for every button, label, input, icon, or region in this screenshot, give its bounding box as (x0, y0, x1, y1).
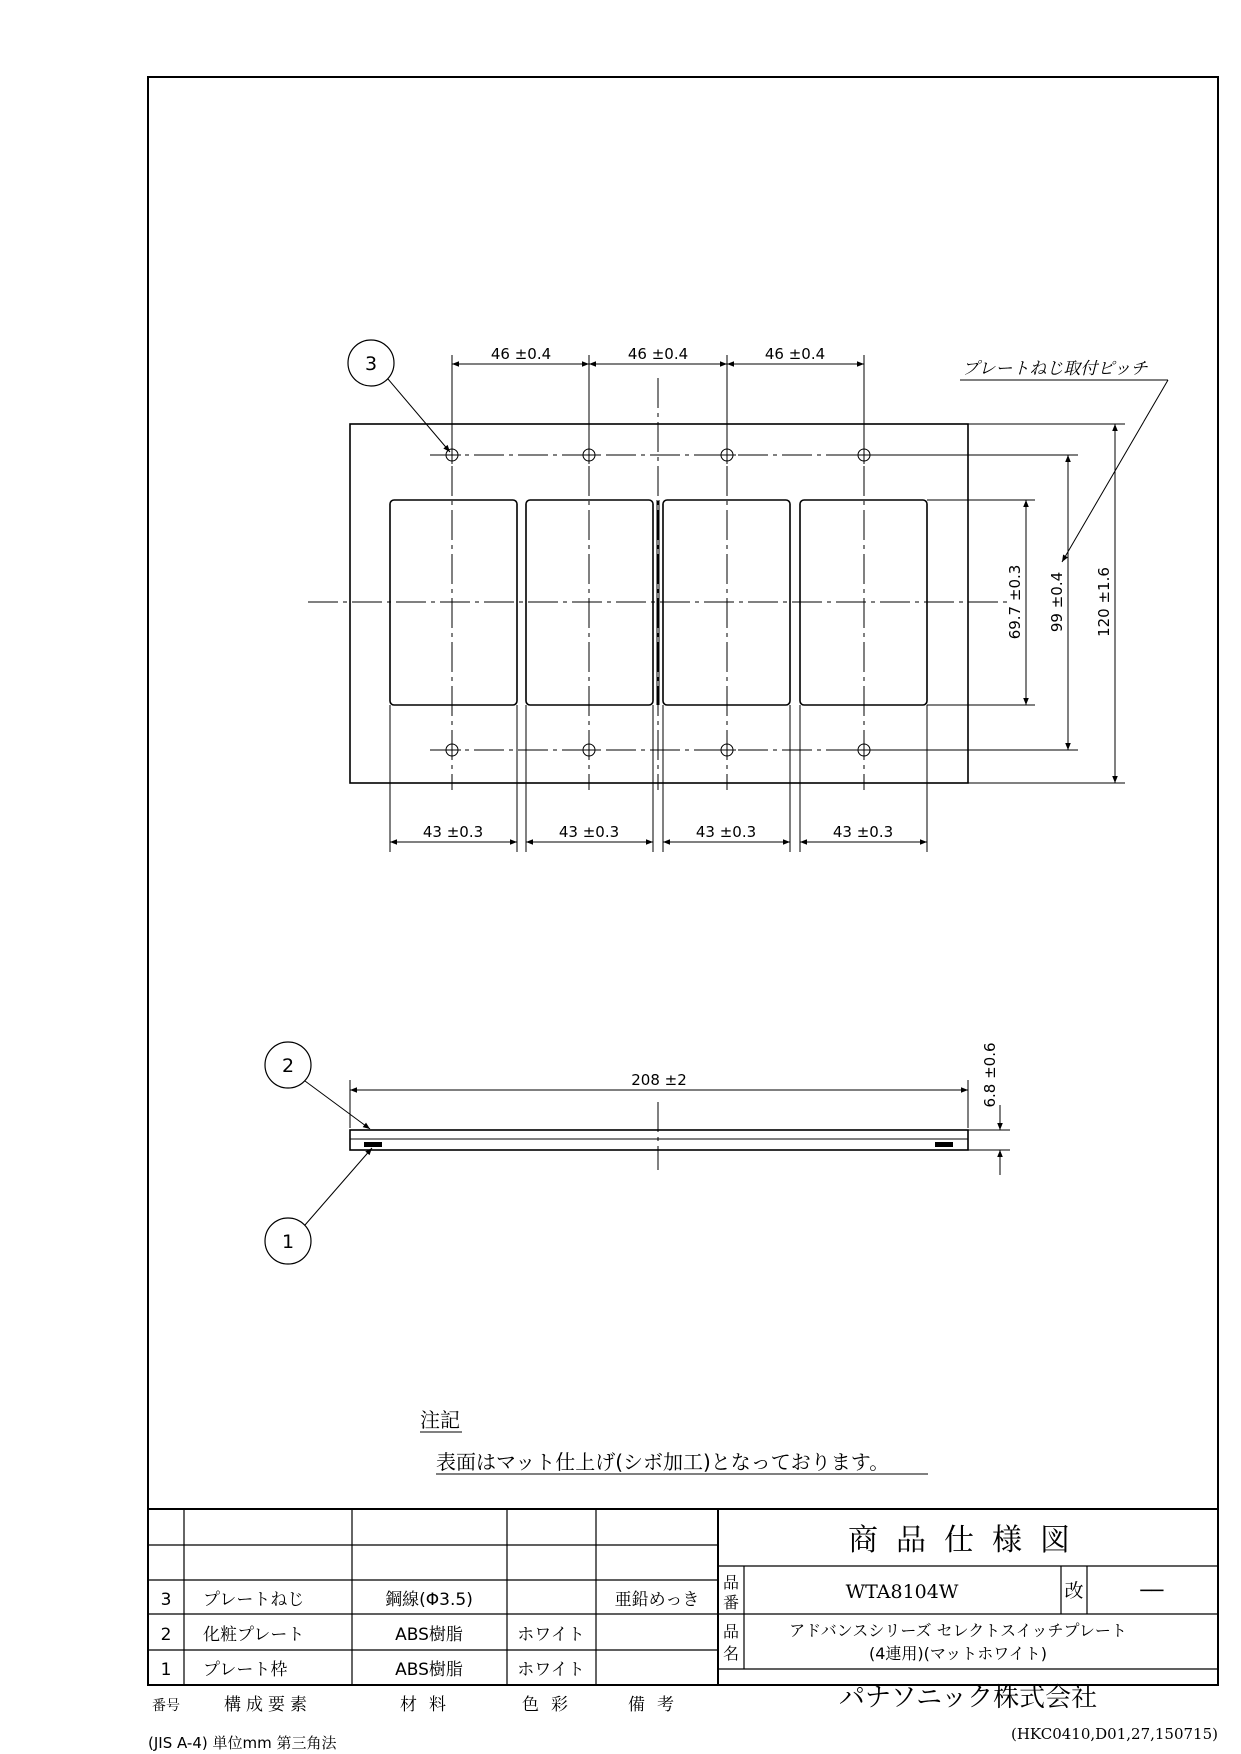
hinmei-line-1: アドバンスシリーズ セレクトスイッチプレート (789, 1621, 1127, 1640)
screw-icon (580, 741, 598, 759)
dim-opening-4: 43 ±0.3 (832, 823, 894, 841)
screw-icon (718, 446, 736, 464)
notes-heading: 注記 (420, 1408, 460, 1432)
hinban-label-1: 品 (722, 1573, 740, 1592)
dim-pitch-1: 46 ±0.4 (490, 345, 552, 363)
dim-screw-pitch: 99 ±0.4 (1048, 571, 1066, 633)
footer-right: (HKC0410,D01,27,150715) (1010, 1725, 1218, 1743)
screw-icon (718, 741, 736, 759)
company-name: パナソニック株式会社 (838, 1683, 1098, 1713)
drawing-frame (148, 77, 1218, 1685)
top-view (308, 340, 1168, 852)
callout-label-2: 2 (281, 1055, 295, 1077)
dim-opening-2: 43 ±0.3 (558, 823, 620, 841)
rev-value: ── (1140, 1580, 1164, 1602)
row-3-material: 鋼線(Φ3.5) (385, 1590, 473, 1610)
screw-icon (443, 741, 461, 759)
pitch-note: プレートねじ取付ピッチ (962, 359, 1148, 379)
dim-plate-thickness: 6.8 ±0.6 (981, 1042, 999, 1108)
header-material: 材料 (400, 1695, 458, 1715)
header-remarks: 備考 (628, 1695, 686, 1715)
callout-label-3: 3 (364, 353, 378, 375)
dim-pitch-2: 46 ±0.4 (627, 345, 689, 363)
row-2-part: 化粧プレート (203, 1625, 305, 1645)
hinban-label-2: 番 (722, 1593, 740, 1612)
row-3-no: 3 (160, 1590, 172, 1610)
hinmei-line-2: (4連用)(マットホワイト) (868, 1644, 1048, 1663)
callout-label-1: 1 (281, 1231, 295, 1253)
hinmei-label-1: 品 (722, 1622, 740, 1641)
screw-icon (855, 446, 873, 464)
row-2-material: ABS樹脂 (395, 1625, 463, 1645)
dim-opening-height: 69.7 ±0.3 (1006, 564, 1024, 640)
screw-icon (855, 741, 873, 759)
footer-left: (JIS A-4) 単位mm 第三角法 (148, 1734, 337, 1752)
hinban-value: WTA8104W (845, 1581, 959, 1603)
center-lines (308, 378, 1012, 790)
rev-label: 改 (1064, 1580, 1084, 1602)
header-color: 色彩 (522, 1695, 580, 1715)
row-1-part: プレート枠 (203, 1660, 288, 1680)
row-1-material: ABS樹脂 (395, 1660, 463, 1680)
header-no: 番号 (152, 1698, 180, 1714)
dim-pitch-3: 46 ±0.4 (764, 345, 826, 363)
dim-plate-width: 208 ±2 (631, 1071, 687, 1089)
row-2-color: ホワイト (517, 1625, 585, 1645)
hinmei-label-2: 名 (722, 1644, 740, 1663)
row-2-no: 2 (160, 1625, 172, 1645)
row-3-part: プレートねじ (203, 1590, 305, 1610)
screw-icon (443, 446, 461, 464)
title-block-title: 商品仕様図 (848, 1523, 1088, 1558)
notes-line-1: 表面はマット仕上げ(シボ加工)となっております。 (436, 1450, 890, 1474)
row-1-color: ホワイト (517, 1660, 585, 1680)
dim-opening-1: 43 ±0.3 (422, 823, 484, 841)
dim-plate-height: 120 ±1.6 (1095, 567, 1113, 637)
dim-opening-3: 43 ±0.3 (695, 823, 757, 841)
plate-side (350, 1130, 968, 1150)
row-3-remarks: 亜鉛めっき (614, 1590, 700, 1610)
header-part: 構成要素 (224, 1695, 312, 1715)
row-1-no: 1 (160, 1660, 172, 1680)
screw-icon (580, 446, 598, 464)
